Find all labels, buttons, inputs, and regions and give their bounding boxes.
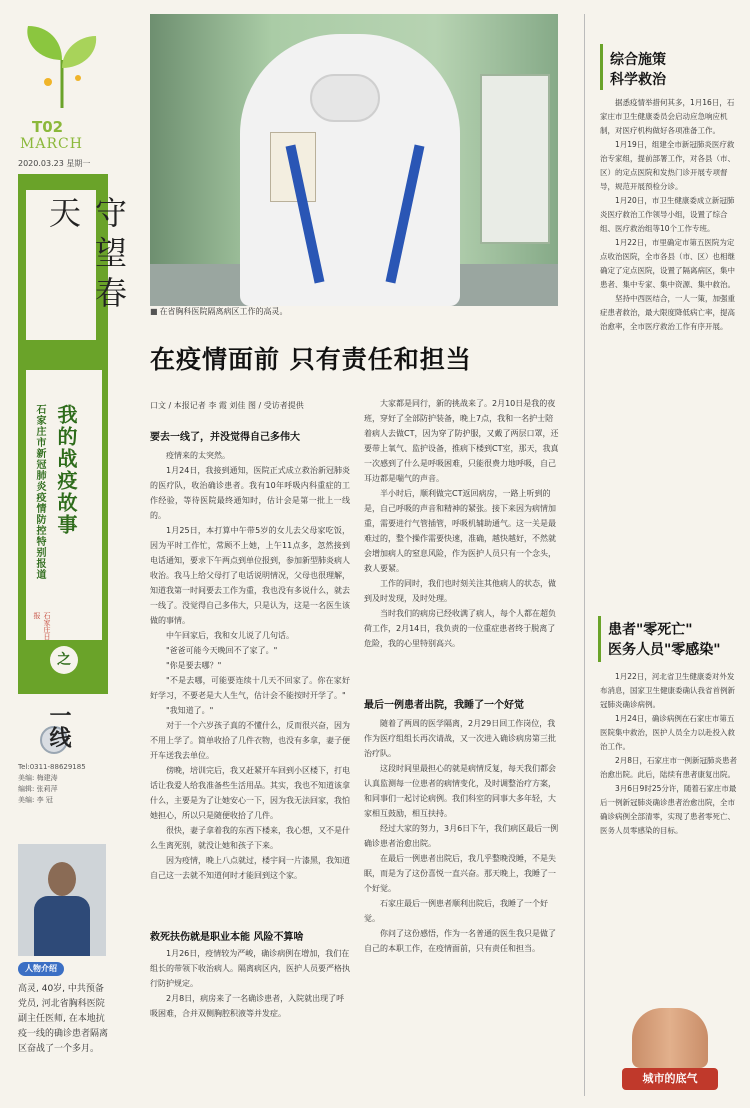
clasped-hands-icon [632,1008,708,1068]
zhi-badge: 之 [50,646,78,674]
paragraph: 据悉疫情举措何其多，1月16日，石家庄市卫生健康委员会启动应急响应机制，对医疗机构做好各项准备工作。 [600,98,735,135]
page-number: T02 [32,118,64,136]
calligraphy-box [26,190,128,340]
paragraph: "爸爸可能今天晚回不了家了。" [166,646,278,655]
paragraph: 你问了这份感悟，作为一名普通的医生我只是做了自己的本职工作，在疫情面前，只有责任和担当。 [364,929,556,953]
sprout-logo-icon [18,20,106,110]
subheading-2: 救死扶伤就是职业本能 风险不算啥 [150,932,304,943]
portrait-body [34,896,90,956]
issue-date: 2020.03.23 星期一 [18,159,91,168]
headline: 在疫情面前 只有责任和担当 [150,345,472,374]
photo-caption: ■ 在省胸科医院隔离病区工作的高灵。 [150,306,288,317]
sidebar-body-2 [600,670,738,1002]
masthead-column [14,14,128,1096]
face-mask [310,74,380,122]
paragraph: 1月22日，河北省卫生健康委对外发布消息，国家卫生健康委确认我省首例新冠肺炎确诊病例。 [600,672,735,709]
subheading-1: 要去一线了，并没觉得自己多伟大 [150,432,300,443]
paragraph: 1月22日，市里确定市第五医院为定点收治医院，全市各县（市、区）也相继确定了定点医院，设置了隔离病区，集中患者、集中专家、集中资源、集中救治。 [600,238,735,289]
article-column-b [364,396,560,688]
meta-line: 编辑: 张莉萍 [18,785,58,793]
sidebar-title-line: 科学救治 [610,72,666,88]
paragraph: "我知道了。" [166,706,214,715]
article-column-a2 [150,946,350,1096]
paragraph: 1月20日，市卫生健康委成立新冠肺炎医疗救治工作领导小组，设置了综合组、医疗救治组等10个工作专班。 [600,196,735,233]
paragraph: 在最后一例患者出院后，我几乎整晚没睡，不是失眠，而是为了这份喜悦一直兴奋。那天晚上，我睡了一个好觉。 [364,854,556,893]
photo-door [480,74,550,244]
paragraph: 因为疫情，晚上八点就过，楼宇间一片漆黑，我知道自己这一去就不知道何时才能回到这个家。 [150,856,350,880]
series-tag: 石家庄日报 [33,612,51,640]
meta-line: Tel:0311-88629185 [18,763,86,771]
column-calligraphy: 守望春天 [44,196,128,316]
paragraph: 2月8日，石家庄市一例新冠肺炎患者治愈出院。此后，陆续有患者康复出院。 [600,756,738,779]
paragraph: 2月8日，病房来了一名确诊患者，入院就出现了呼吸困难，合并双侧胸腔积液等并发症。 [150,994,345,1018]
yixian-title: 一线 [46,704,72,748]
paragraph: 3月6日9时25分许，随着石家庄市最后一例新冠肺炎确诊患者治愈出院，全市确诊病例全部清零，实现了患者零死亡、医务人员零感染的目标。 [600,784,737,835]
paragraph: "不是去哪，可能要连续十几天不回家了。你在家好好学习，不要老是大人生气，估计会不能按时开学了。" [150,676,350,700]
paragraph: 对于一个六岁孩子真的不懂什么，反而很兴奋，因为不用上学了。简单收拾了几件衣物，也没有多拿，妻子便开车送我去单位。 [150,721,350,760]
meta-line: 美编: 梅建涛 [18,774,58,782]
meta-line: 美编: 李 冠 [18,796,53,804]
series-box [26,370,102,640]
paragraph: 半小时后，顺利做完CT返回病房，一路上听到的是，自己呼吸的声音和精神的紧张。接下来因为病情加重，需要进行气管插管，呼吸机辅助通气。这一关是最难过的，整个操作需要快速，准确，越快越好，不然就会增加病人的窒息风险，作为医护人员只有一个念头，救人要紧。 [364,489,556,573]
paragraph: 坚持中西医结合，一人一策，加强重症患者救治，最大限度降低病亡率，提高治愈率，全市医疗救治工作有序开展。 [600,294,735,331]
sidebar-title-line: 综合施策 [610,52,666,68]
paragraph: 1月24日，我接到通知，医院正式成立救治新冠肺炎的医疗队，收治确诊患者。我有10年呼吸内科重症的工作经验，等待医院最终通知时，估计会是第一批上一线的。 [150,466,350,520]
article-column-b2 [364,716,560,1096]
series-subtitle: 石家庄市新冠肺炎疫情防控特别报道 [34,404,45,580]
sidebar-title-2 [608,620,721,660]
main-photo [150,14,558,306]
paragraph: 1月24日，确诊病例在石家庄市第五医院集中救治，医护人员全力以赴投入救治工作。 [600,714,735,751]
paragraph: 当时我们的病房已经收满了病人，每个人都在超负荷工作，2月14日，我负责的一位重症患者终于脱离了危险，我的心里特别高兴。 [364,609,556,648]
sidebar-body-1 [600,96,738,592]
subheading-3: 最后一例患者出院，我睡了一个好觉 [364,700,524,711]
paragraph: 这段时间里最担心的就是病情反复，每天我们都会认真监测每一位患者的病情变化，及时调整治疗方案，和同事们一起讨论病例。我们科室的同事大多年轻，大家相互鼓励，相互扶持。 [364,764,556,818]
intro-text: 高灵, 40岁, 中共预备党员, 河北省胸科医院副主任医师, 在本地抗疫一线的确诊患者隔离区奋战了一个多月。 [18,984,109,1054]
portrait-photo [18,844,106,956]
paragraph: 中午回家后，我和女儿说了几句话。 [166,631,294,640]
paragraph: 经过大家的努力，3月6日下午，我们病区最后一例确诊患者治愈出院。 [364,824,559,848]
paragraph: 1月26日，疫情较为严峻，确诊病例在增加，我们在组长的带领下收治病人。隔离病区内，医护人员要严格执行防护规定。 [150,949,350,988]
portrait-head [48,862,76,896]
sidebar-title-1 [610,50,666,90]
column-divider [584,14,585,1096]
paragraph: 傍晚，培训完后，我又赶紧开车回到小区楼下，打电话让我爱人给我准备些生活用品。其实，我也不知道该拿什么，主要是为了让她安心一下，因为我无法回家，我怕她担心，所以只是随便收拾了几件。 [150,766,350,820]
paragraph: 疫情来的太突然。 [166,451,230,460]
city-badge [610,1006,730,1096]
byline: 口文 / 本报记者 李 霞 刘佳 图 / 受访者提供 [150,401,304,410]
paragraph: 1月19日，组建全市新冠肺炎医疗救治专家组，提前部署工作，对各县（市、区）的定点医院和发热门诊开展专项督导，规范开展预检分诊。 [600,140,735,191]
month-label: MARCH [20,136,83,152]
series-title: 我的战疫故事 [54,404,78,536]
badge-label: 城市的底气 [622,1068,718,1090]
accent-bar [600,44,603,90]
sidebar-title-line: 患者"零死亡" [608,622,693,638]
intro-tab: 人物介绍 [18,962,64,976]
article-column-a [150,448,350,922]
paragraph: 很快，妻子拿着我的东西下楼来，我心想，又不是什么生离死别，就没让她和孩子下来。 [150,826,350,850]
meta-info [18,762,86,806]
paragraph: 大家都是同行，新的挑战来了。2月10日是我的夜班，穿好了全部防护装备，晚上7点，我和一名护士陪着病人去做CT，因为穿了防护服，又戴了两层口罩，还要带上氧气、监护设备，推病下楼到CT室，那天，我真一次感到了什么是呼吸困难，只能很费力地呼吸，自己耳边都是喘气的声音。 [364,399,559,483]
paragraph: 石家庄最后一例患者顺利出院后，我睡了一个好觉。 [364,899,548,923]
sidebar-title-line: 医务人员"零感染" [608,642,721,658]
paragraph: 工作的同时，我们也时刻关注其他病人的状态，做到及时发现，及时处理。 [364,579,556,603]
accent-bar [598,616,601,662]
paragraph: 1月25日，本打算中午带5岁的女儿去父母家吃饭，因为平时工作忙，常顾不上她，上午11点多，忽然接到电话通知，要求下午两点到单位报到，参加新型肺炎病人收治。我马上给父母打了电话说明情况，父母也很理解，知道我第一时间要去工作为重，我也没有多说什么，就去一线了。没觉得自己多伟大，只是认为，这是一名医生该做的事情。 [150,526,350,625]
paragraph: "你是要去哪？" [166,661,222,670]
paragraph: 随着了两周的医学隔离，2月29日回工作岗位，我作为医疗组组长再次请战，又一次进入确诊病房第三批治疗队。 [364,719,556,758]
